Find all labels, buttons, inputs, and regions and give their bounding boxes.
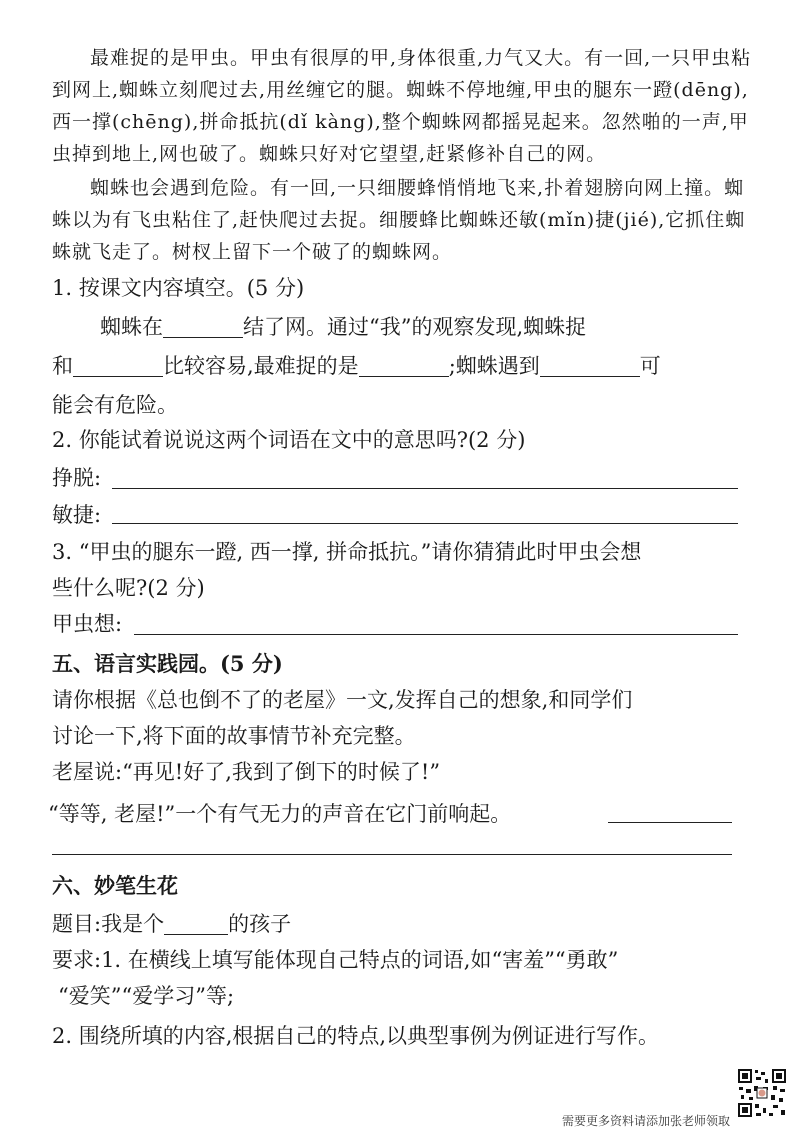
passage-paragraph-2: 蜘蛛也会遇到危险。有一回,一只细腰蜂悄悄地飞来,扑着翅膀向网上撞。蜘蛛以为有飞虫粘住了,赶快爬过去捉。细腰蜂比蜘蛛还敏(mǐn)捷(jié),它抓住蜘蛛就飞走了。树杈上留下一个破了的蜘蛛网。 — [52, 177, 746, 263]
section-6-requirement-2: 2. 围绕所填的内容,根据自己的特点,以典型事例为例证进行写作。 — [52, 1024, 660, 1048]
q2-title: 2. 你能试着说说这两个词语在文中的意思吗?(2 分) — [52, 428, 526, 452]
fill-blank-easy-prey[interactable] — [73, 352, 163, 377]
fill-blank-location[interactable] — [163, 313, 243, 338]
q2-word-2-label: 敏捷: — [52, 503, 102, 527]
q2-answer-line-1[interactable] — [112, 488, 738, 489]
q2-answer-line-2[interactable] — [112, 523, 738, 524]
footer-note: 需要更多资料请添加张老师领取 — [562, 1114, 731, 1128]
section-5-line-4: “等等, 老屋!”一个有气无力的声音在它门前响起。 — [48, 802, 512, 826]
q1-text: 比较容易,最难捉的是 — [163, 354, 359, 378]
q3-answer-line[interactable] — [134, 634, 738, 635]
q1-line-3: 能会有危险。 — [52, 393, 178, 417]
section-6-requirement-1: 要求:1. 在横线上填写能体现自己特点的词语,如“害羞”“勇敢” — [52, 948, 619, 972]
q3-title-line-2: 些什么呢?(2 分) — [52, 576, 205, 600]
fill-blank-hardest-prey[interactable] — [359, 352, 449, 377]
passage-paragraph-1: 最难捉的是甲虫。甲虫有很厚的甲,身体很重,力气又大。有一回,一只甲虫粘到网上,蜘蛛立刻爬过去,用丝缠它的腿。蜘蛛不停地缠,甲虫的腿东一蹬(dēng),西一撑(chēng),拼命抵抗(dǐ kàng),整个蜘蛛网都摇晃起来。忽然啪的一声,甲虫掉到地上,网也破了。蜘蛛只好对它望望,赶紧修补自己的网。 — [52, 47, 752, 165]
section-6-topic — [52, 908, 291, 940]
q3-answer-label: 甲虫想: — [52, 612, 123, 636]
q1-title: 1. 按课文内容填空。(5 分) — [52, 276, 305, 300]
section-5-line-3: 老屋说:“再见!好了,我到了倒下的时候了!” — [52, 760, 441, 784]
section-6-requirement-1-cont: “爱笑”“爱学习”等; — [58, 984, 235, 1008]
section-6-heading: 六、妙笔生花 — [52, 873, 178, 898]
q1-text: 蜘蛛在 — [100, 315, 163, 339]
topic-text: 的孩子 — [228, 912, 292, 936]
qr-code-icon — [737, 1068, 787, 1118]
q1-text: 结了网。通过“我”的观察发现,蜘蛛捉 — [243, 315, 587, 339]
fill-blank-danger[interactable] — [540, 352, 640, 377]
section-5-line-2: 讨论一下,将下面的故事情节补充完整。 — [52, 724, 416, 748]
q1-line-2 — [52, 350, 661, 382]
q3-title-line-1: 3. “甲虫的腿东一蹬, 西一撑, 拼命抵抗。”请你猜猜此时甲虫会想 — [52, 540, 642, 564]
section-5-answer-line-1[interactable] — [608, 822, 732, 823]
q1-text: 和 — [52, 354, 73, 378]
section-5-answer-line-2[interactable] — [52, 854, 732, 855]
section-5-heading: 五、语言实践园。(5 分) — [52, 651, 283, 676]
section-5-line-1: 请你根据《总也倒不了的老屋》一文,发挥自己的想象,和同学们 — [52, 688, 633, 712]
q1-text: 可 — [639, 354, 661, 378]
q1-line-1 — [100, 311, 586, 343]
topic-text: 题目:我是个 — [52, 912, 165, 936]
q1-text: ;蜘蛛遇到 — [448, 354, 540, 378]
q2-word-1-label: 挣脱: — [52, 466, 102, 490]
fill-blank-trait[interactable] — [164, 910, 228, 935]
